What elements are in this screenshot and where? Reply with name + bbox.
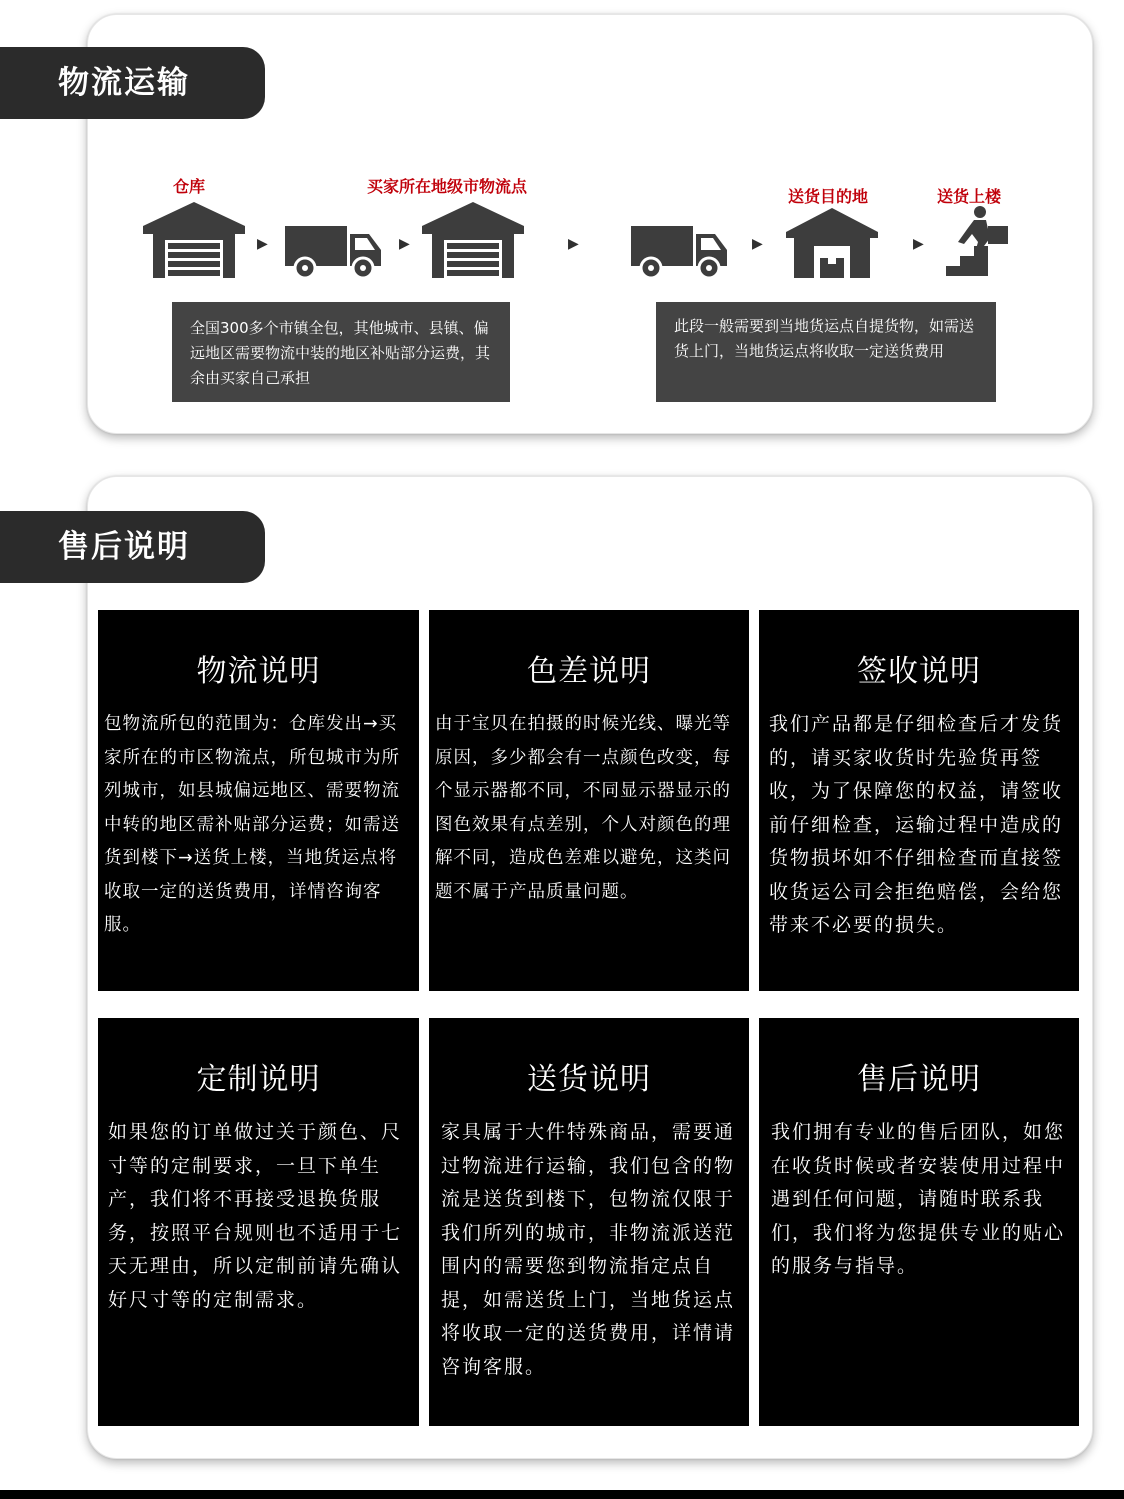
delivery-box [429, 1018, 749, 1426]
box-body: 我们产品都是仔细检查后才发货的，请买家收货时先验货再签收，为了保障您的权益，请签收前仔细检查，运输过程中造成的货物损坏如不仔细检查而直接签收货运公司会拒绝赔偿，会给您带来不必要的损失。 [769, 713, 1064, 936]
box-title: 物流说明 [196, 654, 321, 689]
flow-arrow: ▶ [257, 236, 268, 252]
warehouse-label: 仓库 [173, 177, 206, 196]
color-difference-box [429, 610, 749, 991]
destination-label: 送货目的地 [788, 187, 869, 206]
worker-carrying-box-icon [944, 204, 1014, 278]
logistics-section-tab: 物流运输 [0, 47, 265, 119]
flow-arrow: ▶ [399, 236, 410, 252]
house-icon [786, 206, 878, 278]
box-body: 包物流所包的范围为：仓库发出→买家所在的市区物流点，所包城市为所列城市，如县城偏远地区、需要物流中转的地区需补贴部分运费；如需送货到楼下→送货上楼，当地货运点将收取一定的送货费用，详情咨询客服。 [104, 714, 400, 935]
logistics-info-box [98, 610, 419, 991]
logistics-note-right: 此段一般需要到当地货运点自提货物，如需送货上门，当地货运点将收取一定送货费用 [656, 302, 996, 402]
flow-arrow: ▶ [752, 236, 763, 252]
box-title: 送货说明 [527, 1062, 651, 1097]
box-title: 签收说明 [857, 654, 981, 689]
flow-arrow: ▶ [913, 236, 924, 252]
receipt-sign-box [759, 610, 1079, 991]
box-body: 由于宝贝在拍摄的时候光线、曝光等原因，多少都会有一点颜色改变，每个显示器都不同，不同显示器显示的图色效果有点差别，个人对颜色的理解不同，造成色差难以避免，这类问题不属于产品质量问题。 [435, 714, 731, 902]
box-body: 我们拥有专业的售后团队，如您在收货时候或者安装使用过程中遇到任何问题，请随时联系我们，我们将为您提供专业的贴心的服务与指导。 [771, 1121, 1066, 1277]
box-body: 家具属于大件特殊商品，需要通过物流进行运输，我们包含的物流是送货到楼下，包物流仅限于我们所列的城市，非物流派送范围内的需要您到物流指定点自提，如需送货上门，当地货运点将收取一定的送货费用，详情请咨询客服。 [441, 1121, 736, 1378]
buyer-city-point-label: 买家所在地级市物流点 [367, 177, 528, 196]
truck-icon [283, 220, 385, 280]
box-title: 色差说明 [527, 654, 651, 689]
flow-arrow: ▶ [568, 236, 579, 252]
box-title: 定制说明 [196, 1062, 321, 1097]
after-sales-service-box [759, 1018, 1079, 1426]
customization-box [98, 1018, 419, 1426]
truck-icon [629, 220, 731, 280]
warehouse-icon [420, 200, 526, 280]
logistics-note-left: 全国300多个市镇全包，其他城市、县镇、偏远地区需要物流中装的地区补贴部分运费，其余由买家自己承担 [172, 302, 510, 402]
upstairs-label: 送货上楼 [937, 187, 1002, 206]
bottom-edge [0, 1490, 1124, 1499]
box-body: 如果您的订单做过关于颜色、尺寸等的定制要求，一旦下单生产，我们将不再接受退换货服务，按照平台规则也不适用于七天无理由，所以定制前请先确认好尺寸等的定制需求。 [108, 1121, 403, 1311]
warehouse-icon [141, 200, 247, 280]
after-sales-section-tab: 售后说明 [0, 511, 265, 583]
box-title: 售后说明 [857, 1062, 981, 1097]
